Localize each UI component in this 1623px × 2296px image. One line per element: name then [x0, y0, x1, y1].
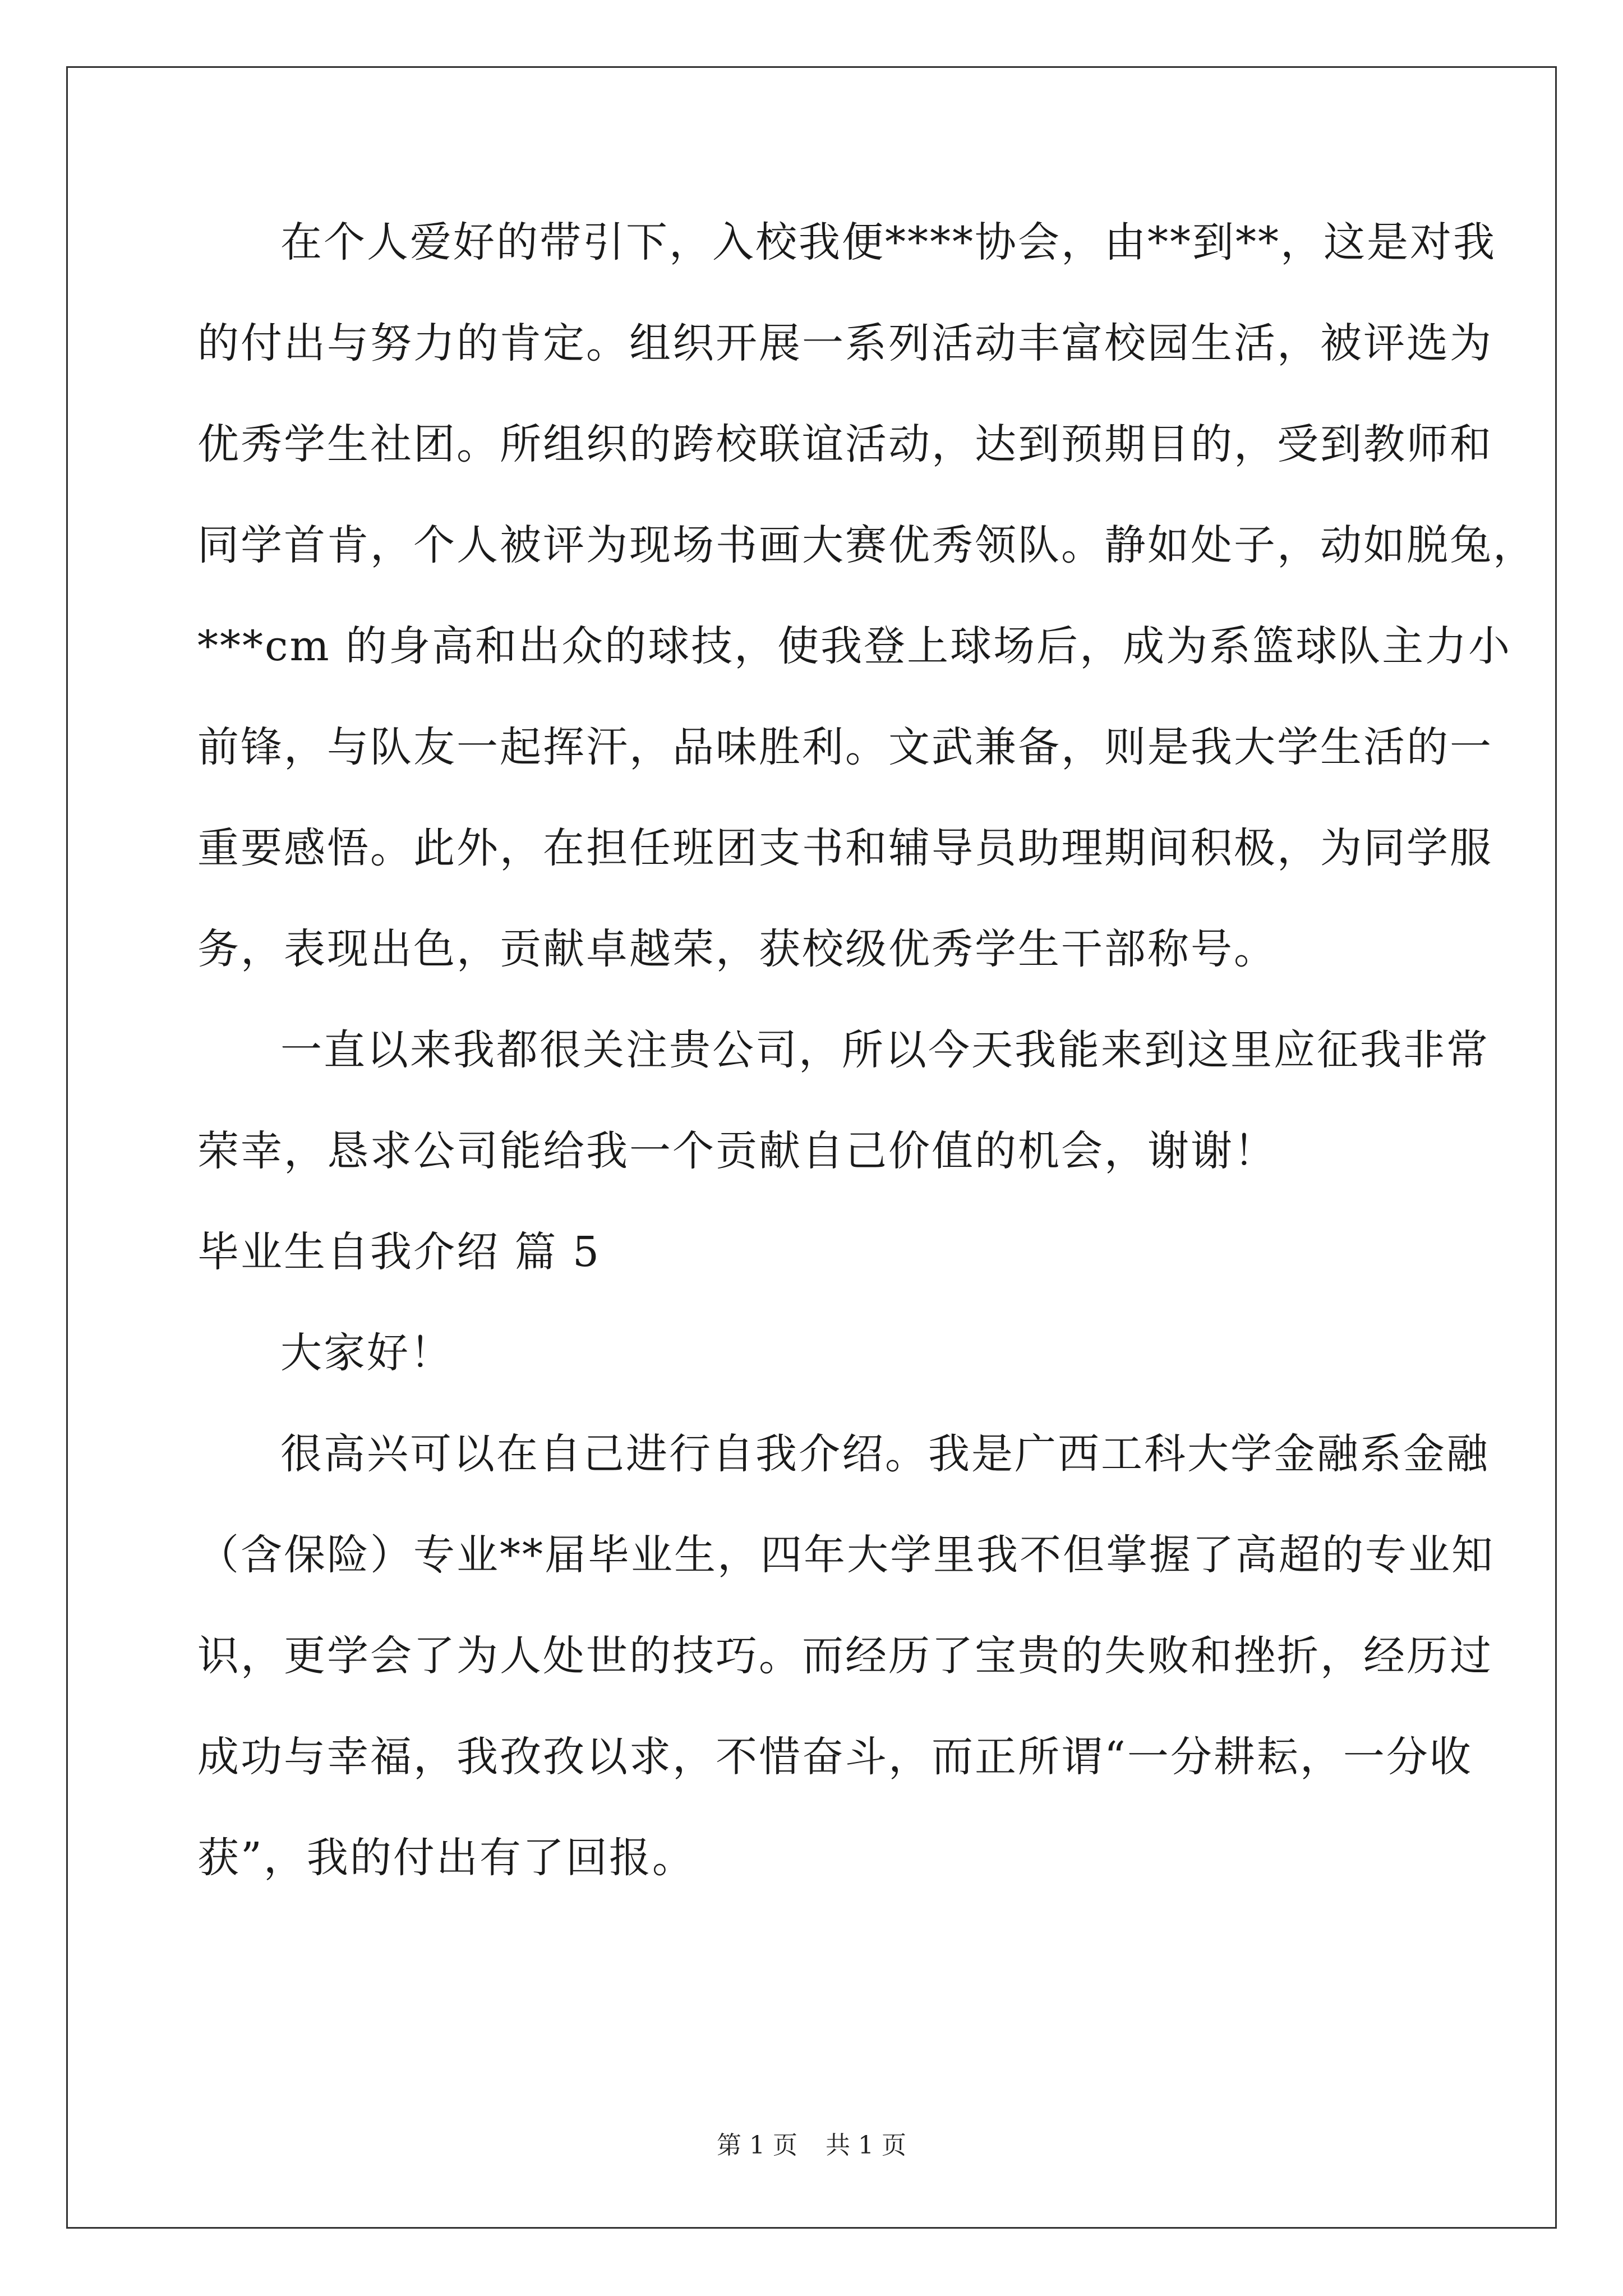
paragraph-line: 很高兴可以在自己进行自我介绍。我是广西工科大学金融系金融: [280, 1430, 1490, 1478]
paragraph-line: 成功与幸福，我孜孜以求，不惜奋斗，而正所谓“一分耕耘，一分收: [197, 1733, 1473, 1781]
page-number-current: 第 1 页: [717, 2131, 797, 2160]
paragraph-line: 在个人爱好的带引下，入校我便****协会，由**到**，这是对我: [280, 218, 1496, 266]
paragraph-line: 前锋，与队友一起挥汗，品味胜利。文武兼备，则是我大学生活的一: [197, 723, 1493, 771]
section-heading: 毕业生自我介绍 篇 5: [197, 1228, 601, 1276]
page-number-total: 共 1 页: [826, 2131, 906, 2160]
paragraph-line: 的付出与努力的肯定。组织开展一系列活动丰富校园生活，被评选为: [197, 319, 1493, 367]
paragraph-line: 优秀学生社团。所组织的跨校联谊活动，达到预期目的，受到教师和: [197, 420, 1493, 468]
paragraph-line: ***cm 的身高和出众的球技，使我登上球场后，成为系篮球队主力小: [197, 622, 1512, 670]
paragraph-line: （含保险）专业**届毕业生，四年大学里我不但掌握了高超的专业知: [197, 1531, 1495, 1579]
paragraph-line: 荣幸，恳求公司能给我一个贡献自己价值的机会，谢谢！: [197, 1127, 1277, 1175]
greeting-line: 大家好！: [280, 1329, 453, 1377]
document-body: [197, 218, 1536, 1938]
paragraph-line: 重要感悟。此外，在担任班团支书和辅导员助理期间积极，为同学服: [197, 824, 1493, 872]
paragraph-line: 同学首肯，个人被评为现场书画大赛优秀领队。静如处子，动如脱兔，: [197, 521, 1536, 569]
paragraph-line: 务，表现出色，贡献卓越荣，获校级优秀学生干部称号。: [197, 925, 1277, 973]
page-footer: [0, 2125, 1623, 2161]
paragraph-line: 获”，我的付出有了回报。: [197, 1834, 695, 1882]
paragraph-line: 识，更学会了为人处世的技巧。而经历了宝贵的失败和挫折，经历过: [197, 1632, 1493, 1680]
paragraph-line: 一直以来我都很关注贵公司，所以今天我能来到这里应征我非常: [280, 1026, 1490, 1074]
